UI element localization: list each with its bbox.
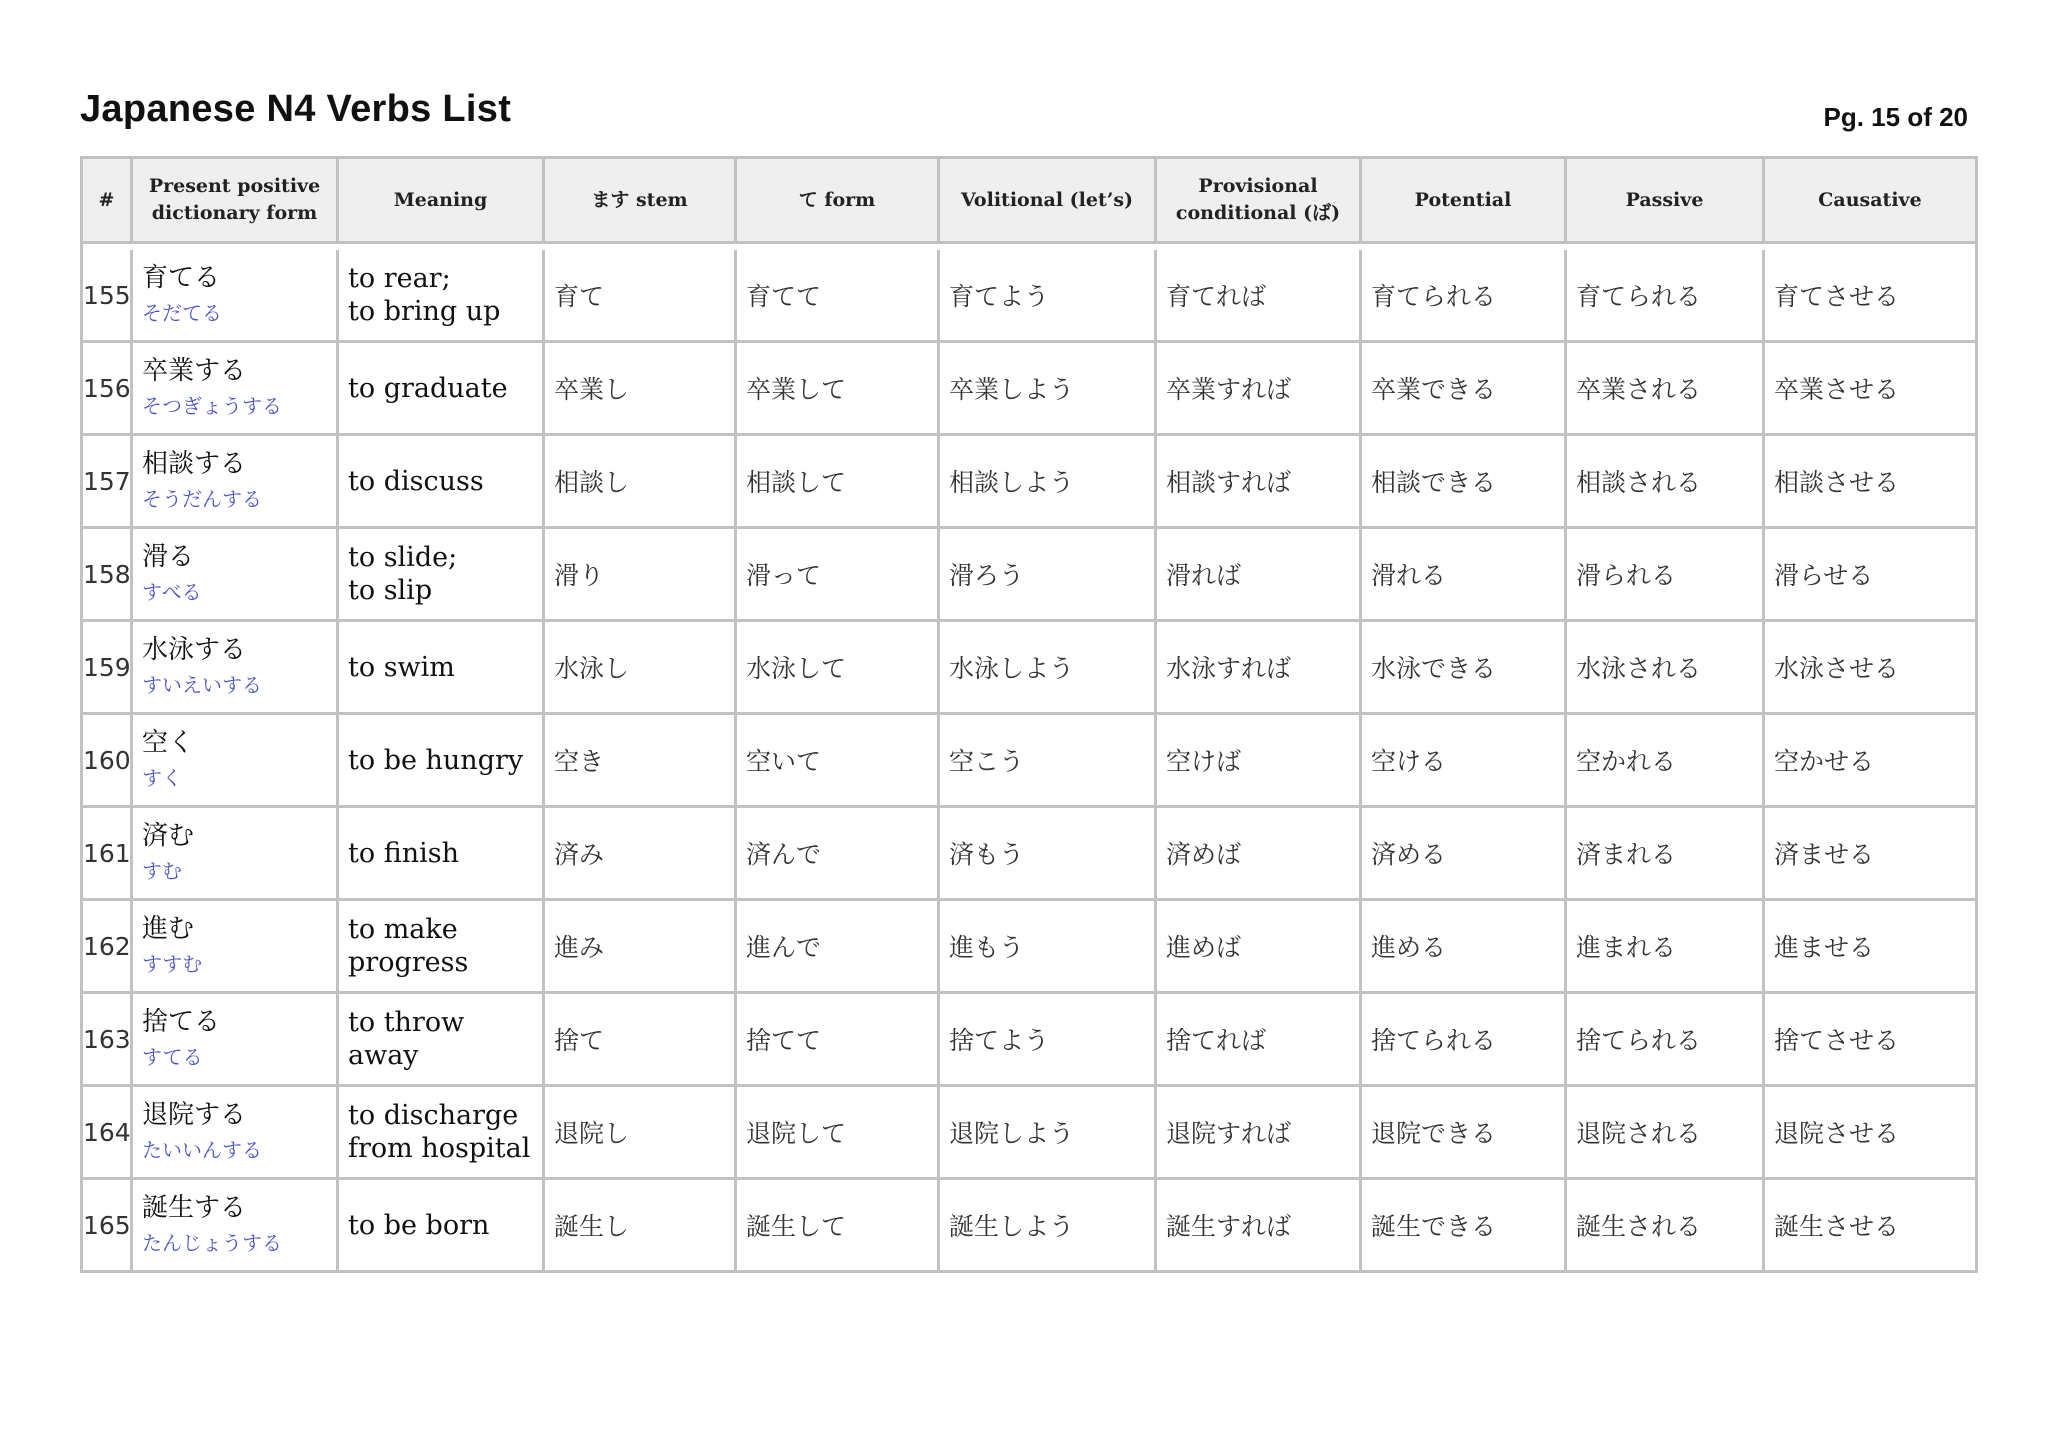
te-form-cell: 済んで — [737, 808, 940, 901]
table-header-row — [83, 159, 1975, 244]
passive-form-cell: 空かれる — [1567, 715, 1765, 808]
header-volitional: Volitional (let’s) — [940, 159, 1157, 244]
verb-reading: すべる — [142, 580, 202, 604]
dictionary-form-cell — [133, 250, 339, 343]
provisional-form-cell: 水泳すれば — [1157, 622, 1362, 715]
row-number: 159 — [83, 622, 133, 715]
potential-form-cell: 空ける — [1362, 715, 1567, 808]
verb-reading: そうだんする — [142, 487, 262, 511]
dictionary-form-cell — [133, 808, 339, 901]
row-number: 162 — [83, 901, 133, 994]
volitional-form-cell: 育てよう — [940, 250, 1157, 343]
meaning-cell — [339, 1180, 545, 1270]
verb-meaning: to slide; to slip — [348, 542, 458, 606]
verb-kanji: 進む — [142, 914, 195, 944]
potential-form-cell: 卒業できる — [1362, 343, 1567, 436]
meaning-cell — [339, 994, 545, 1087]
volitional-form-cell: 捨てよう — [940, 994, 1157, 1087]
te-form-cell: 相談して — [737, 436, 940, 529]
provisional-form-cell: 空けば — [1157, 715, 1362, 808]
provisional-form-cell: 誕生すれば — [1157, 1180, 1362, 1270]
volitional-form-cell: 水泳しよう — [940, 622, 1157, 715]
passive-form-cell: 相談される — [1567, 436, 1765, 529]
verb-kanji: 捨てる — [142, 1007, 221, 1037]
te-form-cell: 育てて — [737, 250, 940, 343]
provisional-form-cell: 済めば — [1157, 808, 1362, 901]
meaning-cell — [339, 622, 545, 715]
potential-form-cell: 誕生できる — [1362, 1180, 1567, 1270]
verb-reading: すく — [142, 766, 182, 790]
te-form-cell: 水泳して — [737, 622, 940, 715]
volitional-form-cell: 滑ろう — [940, 529, 1157, 622]
causative-form-cell: 済ませる — [1765, 808, 1975, 901]
masu-form-cell: 水泳し — [545, 622, 737, 715]
verb-kanji: 相談する — [142, 449, 247, 479]
provisional-form-cell: 育てれば — [1157, 250, 1362, 343]
verb-reading: たんじょうする — [142, 1231, 282, 1255]
passive-form-cell: 済まれる — [1567, 808, 1765, 901]
provisional-form-cell: 進めば — [1157, 901, 1362, 994]
causative-form-cell: 捨てさせる — [1765, 994, 1975, 1087]
table-row — [83, 994, 1975, 1087]
dictionary-form-cell — [133, 343, 339, 436]
dictionary-form-cell — [133, 1180, 339, 1270]
masu-form-cell: 育て — [545, 250, 737, 343]
potential-form-cell: 水泳できる — [1362, 622, 1567, 715]
verb-kanji: 卒業する — [142, 356, 247, 386]
meaning-cell — [339, 808, 545, 901]
passive-form-cell: 退院される — [1567, 1087, 1765, 1180]
row-number: 163 — [83, 994, 133, 1087]
causative-form-cell: 水泳させる — [1765, 622, 1975, 715]
causative-form-cell: 相談させる — [1765, 436, 1975, 529]
meaning-cell — [339, 250, 545, 343]
verb-reading: そつぎょうする — [142, 394, 282, 418]
potential-form-cell: 済める — [1362, 808, 1567, 901]
table-row — [83, 250, 1975, 343]
dictionary-form-cell — [133, 1087, 339, 1180]
table-row — [83, 622, 1975, 715]
masu-form-cell: 滑り — [545, 529, 737, 622]
verb-reading: すいえいする — [142, 673, 262, 697]
potential-form-cell: 相談できる — [1362, 436, 1567, 529]
verb-kanji: 空く — [142, 728, 195, 758]
header-dictionary-form: Present positive dictionary form — [133, 159, 339, 244]
row-number: 156 — [83, 343, 133, 436]
masu-form-cell: 空き — [545, 715, 737, 808]
passive-form-cell: 卒業される — [1567, 343, 1765, 436]
dictionary-form-cell — [133, 715, 339, 808]
table-row — [83, 715, 1975, 808]
passive-form-cell: 進まれる — [1567, 901, 1765, 994]
verb-meaning: to discharge from hospital — [348, 1100, 531, 1164]
table-body — [83, 250, 1975, 1270]
causative-form-cell: 誕生させる — [1774, 1212, 1900, 1241]
header-te-form: て form — [737, 159, 940, 244]
meaning-cell — [339, 1087, 545, 1180]
table-row — [83, 343, 1975, 436]
provisional-form-cell: 滑れば — [1157, 529, 1362, 622]
verb-meaning: to rear; to bring up — [348, 263, 501, 327]
passive-form-cell: 滑られる — [1567, 529, 1765, 622]
header-meaning: Meaning — [339, 159, 545, 244]
meaning-cell — [339, 529, 545, 622]
volitional-form-cell: 相談しよう — [940, 436, 1157, 529]
table-row — [83, 808, 1975, 901]
passive-form-cell: 捨てられる — [1567, 994, 1765, 1087]
verb-kanji: 育てる — [142, 263, 221, 293]
passive-form-cell: 誕生される — [1567, 1180, 1765, 1270]
causative-form-cell: 滑らせる — [1765, 529, 1975, 622]
provisional-form-cell: 相談すれば — [1157, 436, 1362, 529]
row-number: 164 — [83, 1087, 133, 1180]
te-form-cell: 滑って — [737, 529, 940, 622]
potential-form-cell: 捨てられる — [1362, 994, 1567, 1087]
meaning-cell — [339, 715, 545, 808]
verb-reading: たいいんする — [142, 1138, 262, 1162]
verb-meaning: to make progress — [348, 914, 469, 978]
verb-meaning: to be hungry — [348, 744, 524, 776]
provisional-form-cell: 捨てれば — [1157, 994, 1362, 1087]
header-provisional: Provisional conditional (ば) — [1157, 159, 1362, 244]
provisional-form-cell: 卒業すれば — [1157, 343, 1362, 436]
header-number: # — [83, 159, 133, 244]
verb-kanji: 水泳する — [142, 635, 247, 665]
te-form-cell: 誕生して — [737, 1180, 940, 1270]
verb-meaning: to swim — [348, 651, 455, 683]
te-form-cell: 空いて — [737, 715, 940, 808]
masu-form-cell: 退院し — [545, 1087, 737, 1180]
provisional-form-cell: 退院すれば — [1157, 1087, 1362, 1180]
masu-form-cell: 卒業し — [545, 343, 737, 436]
causative-form-cell: 進ませる — [1765, 901, 1975, 994]
masu-form-cell: 捨て — [545, 994, 737, 1087]
te-form-cell: 卒業して — [737, 343, 940, 436]
te-form-cell: 進んで — [737, 901, 940, 994]
masu-form-cell: 済み — [545, 808, 737, 901]
meaning-cell — [339, 343, 545, 436]
dictionary-form-cell — [133, 994, 339, 1087]
table-row — [83, 901, 1975, 994]
table-row — [83, 1087, 1975, 1180]
te-form-cell: 退院して — [737, 1087, 940, 1180]
masu-form-cell: 進み — [545, 901, 737, 994]
row-number: 155 — [83, 250, 133, 343]
dictionary-form-cell — [133, 529, 339, 622]
table-row — [83, 436, 1975, 529]
volitional-form-cell: 卒業しよう — [940, 343, 1157, 436]
verb-meaning: to graduate — [348, 372, 508, 404]
table-row — [83, 1180, 1975, 1270]
verb-meaning: to throw away — [348, 1007, 465, 1071]
table-row — [83, 529, 1975, 622]
potential-form-cell: 退院できる — [1362, 1087, 1567, 1180]
dictionary-form-cell — [133, 622, 339, 715]
masu-form-cell: 誕生し — [545, 1180, 737, 1270]
verb-kanji: 済む — [142, 821, 195, 851]
verb-reading: すすむ — [142, 952, 203, 976]
verb-reading: すむ — [142, 859, 182, 883]
row-number: 160 — [83, 715, 133, 808]
verbs-table — [80, 156, 1978, 1273]
volitional-form-cell: 済もう — [940, 808, 1157, 901]
volitional-form-cell: 誕生しよう — [940, 1180, 1157, 1270]
header-potential: Potential — [1362, 159, 1567, 244]
potential-form-cell: 滑れる — [1362, 529, 1567, 622]
volitional-form-cell: 空こう — [940, 715, 1157, 808]
meaning-cell — [339, 901, 545, 994]
row-number: 161 — [83, 808, 133, 901]
verb-meaning: to discuss — [348, 465, 484, 497]
te-form-cell: 捨てて — [737, 994, 940, 1087]
page-number: Pg. 15 of 20 — [1823, 102, 1968, 132]
volitional-form-cell: 進もう — [940, 901, 1157, 994]
header-masu-stem: ます stem — [545, 159, 737, 244]
row-number: 165 — [83, 1180, 133, 1270]
passive-form-cell: 育てられる — [1567, 250, 1765, 343]
potential-form-cell: 育てられる — [1362, 250, 1567, 343]
header-causative: Causative — [1765, 159, 1975, 244]
meaning-cell — [339, 436, 545, 529]
causative-form-cell: 育てさせる — [1765, 250, 1975, 343]
masu-form-cell: 相談し — [545, 436, 737, 529]
dictionary-form-cell — [133, 901, 339, 994]
causative-form-cell: 退院させる — [1765, 1087, 1975, 1180]
row-number: 157 — [83, 436, 133, 529]
causative-form-cell: 卒業させる — [1765, 343, 1975, 436]
verb-reading: すてる — [142, 1045, 203, 1069]
verb-meaning: to be born — [348, 1209, 490, 1241]
verb-reading: そだてる — [142, 301, 222, 325]
verb-kanji: 誕生する — [142, 1193, 247, 1223]
causative-form-cell: 空かせる — [1765, 715, 1975, 808]
verb-meaning: to finish — [348, 837, 459, 869]
page-title: Japanese N4 Verbs List — [80, 88, 512, 130]
potential-form-cell: 進める — [1362, 901, 1567, 994]
dictionary-form-cell — [133, 436, 339, 529]
passive-form-cell: 水泳される — [1567, 622, 1765, 715]
volitional-form-cell: 退院しよう — [940, 1087, 1157, 1180]
header-passive: Passive — [1567, 159, 1765, 244]
row-number: 158 — [83, 529, 133, 622]
verb-kanji: 退院する — [142, 1100, 247, 1130]
verb-kanji: 滑る — [142, 542, 195, 572]
